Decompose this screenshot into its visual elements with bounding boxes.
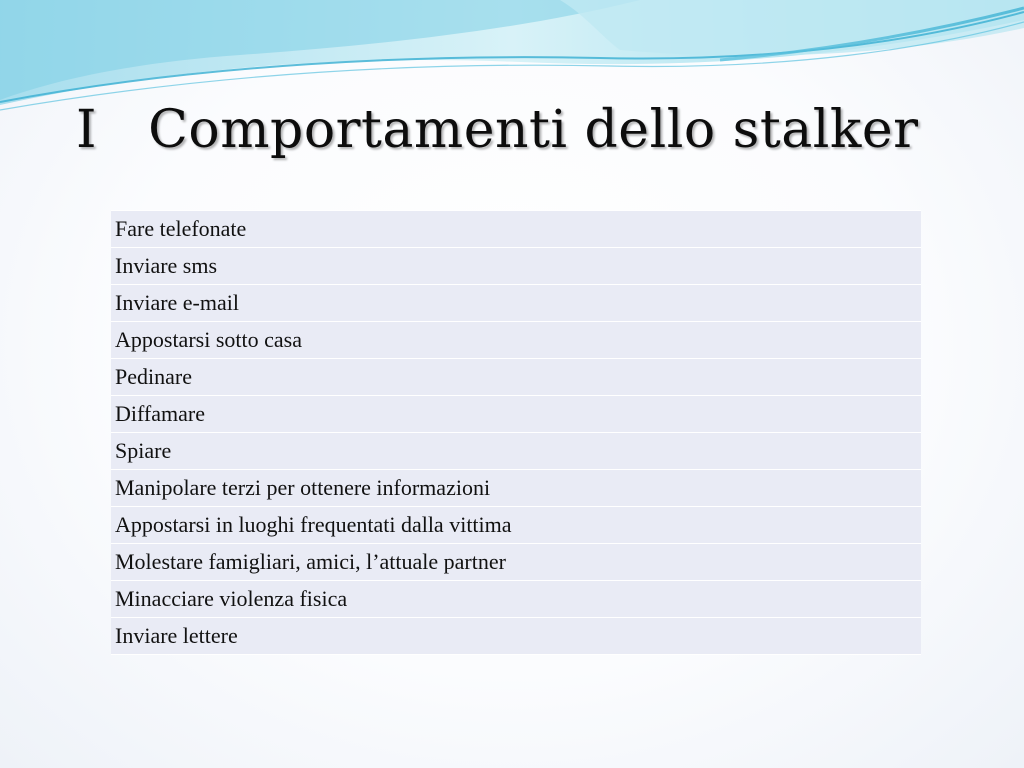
table-cell: Molestare famigliari, amici, l’attuale partner bbox=[111, 544, 921, 581]
table-cell: Inviare sms bbox=[111, 248, 921, 285]
table-cell: Manipolare terzi per ottenere informazioni bbox=[111, 470, 921, 507]
table-row bbox=[111, 322, 921, 359]
table-row bbox=[111, 507, 921, 544]
table-row bbox=[111, 210, 921, 248]
table-row bbox=[111, 618, 921, 655]
table-row bbox=[111, 581, 921, 618]
table-cell: Pedinare bbox=[111, 359, 921, 396]
table-cell: Inviare e-mail bbox=[111, 285, 921, 322]
table-row bbox=[111, 433, 921, 470]
table-cell: Diffamare bbox=[111, 396, 921, 433]
table-cell: Inviare lettere bbox=[111, 618, 921, 655]
table-row bbox=[111, 248, 921, 285]
behaviors-table bbox=[111, 210, 921, 655]
table-cell: Appostarsi in luoghi frequentati dalla vittima bbox=[111, 507, 921, 544]
table-cell: Appostarsi sotto casa bbox=[111, 322, 921, 359]
table-row bbox=[111, 470, 921, 507]
table-cell: Spiare bbox=[111, 433, 921, 470]
table-cell: Fare telefonate bbox=[111, 210, 921, 248]
table-row bbox=[111, 396, 921, 433]
table-row bbox=[111, 544, 921, 581]
table-cell: Minacciare violenza fisica bbox=[111, 581, 921, 618]
table-row bbox=[111, 359, 921, 396]
table-row bbox=[111, 285, 921, 322]
slide-title: I Comportamenti dello stalker bbox=[76, 100, 919, 160]
